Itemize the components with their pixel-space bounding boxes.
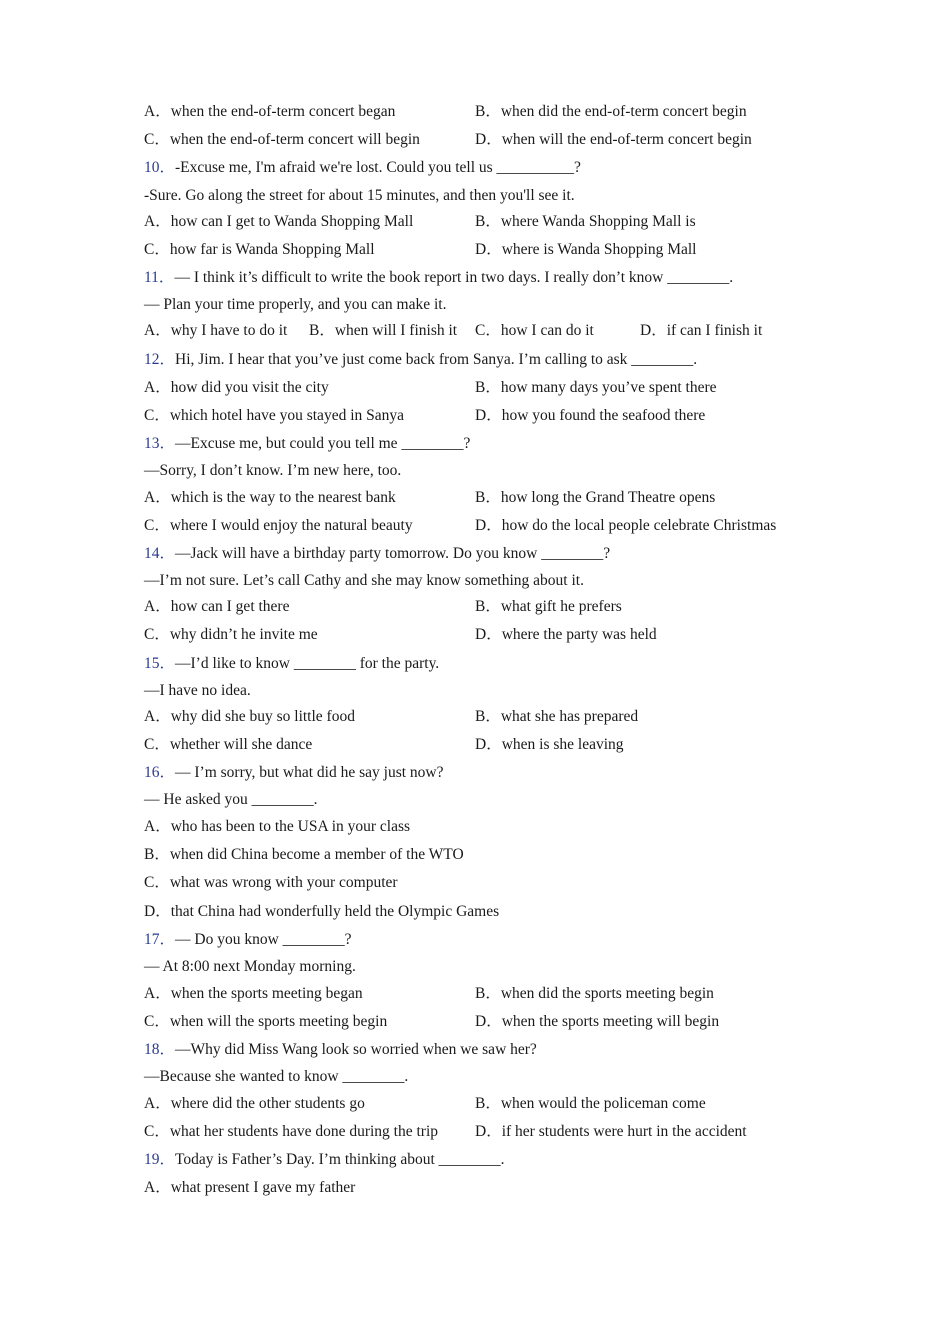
q12-options-row-1 xyxy=(144,378,717,398)
q15-stem-line xyxy=(144,654,439,674)
q19-option-a: A．what present I gave my father xyxy=(144,1179,356,1196)
q16-option-a: A．who has been to the USA in your class xyxy=(144,818,411,835)
q19-stem: Today is Father’s Day. I’m thinking about ________. xyxy=(175,1151,505,1168)
q17-number: 17． xyxy=(144,931,176,948)
q12-option-b: B．how many days you’ve spent there xyxy=(475,379,717,396)
q11-stem: — I think it’s difficult to write the book report in two days. I really don’t know ________. xyxy=(174,269,734,286)
q10-stem-line xyxy=(144,158,581,178)
q17-option-a: A．when the sports meeting began xyxy=(144,985,363,1002)
q18-stem: —Why did Miss Wang look so worried when we saw her? xyxy=(175,1041,537,1058)
q17-stem-line xyxy=(144,930,352,950)
q18-option-b: B．when would the policeman come xyxy=(475,1095,706,1112)
q13-option-d: D．how do the local people celebrate Christmas xyxy=(475,517,777,534)
q9-option-b: B．when did the end-of-term concert begin xyxy=(475,103,747,120)
q14-stem-line xyxy=(144,544,610,564)
q15-options-row-1 xyxy=(144,707,639,727)
q11-options-row xyxy=(144,321,763,341)
q10-number: 10． xyxy=(144,159,176,176)
q16-number: 16． xyxy=(144,764,176,781)
q18-option-c: C．what her students have done during the trip xyxy=(144,1123,439,1140)
q17-option-c: C．when will the sports meeting begin xyxy=(144,1013,388,1030)
q13-option-c: C．where I would enjoy the natural beauty xyxy=(144,517,413,534)
q14-options-row-2 xyxy=(144,625,657,645)
q13-stem-line xyxy=(144,434,470,454)
q11-option-b: B．when will I finish it xyxy=(309,322,458,339)
q15-option-a: A．why did she buy so little food xyxy=(144,708,355,725)
q12-option-d: D．how you found the seafood there xyxy=(475,407,706,424)
q12-stem: Hi, Jim. I hear that you’ve just come back from Sanya. I’m calling to ask ________. xyxy=(175,351,698,368)
q13-option-a: A．which is the way to the nearest bank xyxy=(144,489,396,506)
q18-number: 18． xyxy=(144,1041,176,1058)
q10-option-b: B．where Wanda Shopping Mall is xyxy=(475,213,696,230)
q13-stem: —Excuse me, but could you tell me ________? xyxy=(175,435,471,452)
q16-option-d: D．that China had wonderfully held the Olympic Games xyxy=(144,903,500,920)
q9-option-a: A．when the end-of-term concert began xyxy=(144,103,396,120)
q11-option-d: D．if can I finish it xyxy=(640,322,763,339)
q12-number: 12． xyxy=(144,351,176,368)
q10-option-a: A．how can I get to Wanda Shopping Mall xyxy=(144,213,414,230)
q16-stem: — I’m sorry, but what did he say just now? xyxy=(175,764,444,781)
q17-reply: — At 8:00 next Monday morning. xyxy=(144,958,356,975)
q16-option-c: C．what was wrong with your computer xyxy=(144,874,398,891)
q18-option-a: A．where did the other students go xyxy=(144,1095,365,1112)
q9-options-row-2 xyxy=(144,130,752,150)
q18-option-d: D．if her students were hurt in the accident xyxy=(475,1123,747,1140)
q10-stem: -Excuse me, I'm afraid we're lost. Could you tell us __________? xyxy=(175,159,581,176)
q10-option-d: D．where is Wanda Shopping Mall xyxy=(475,241,697,258)
q19-stem-line xyxy=(144,1150,505,1170)
q15-option-d: D．when is she leaving xyxy=(475,736,624,753)
q15-reply: —I have no idea. xyxy=(144,682,251,699)
q15-options-row-2 xyxy=(144,735,624,755)
q15-option-c: C．whether will she dance xyxy=(144,736,313,753)
q14-reply: —I’m not sure. Let’s call Cathy and she may know something about it. xyxy=(144,572,584,589)
q13-options-row-2 xyxy=(144,516,777,536)
q18-stem-line xyxy=(144,1040,537,1060)
q10-options-row-2 xyxy=(144,240,697,260)
q13-option-b: B．how long the Grand Theatre opens xyxy=(475,489,716,506)
q18-options-row-1 xyxy=(144,1094,706,1114)
q10-reply: -Sure. Go along the street for about 15 minutes, and then you'll see it. xyxy=(144,187,575,204)
q15-option-b: B．what she has prepared xyxy=(475,708,639,725)
q17-options-row-2 xyxy=(144,1012,720,1032)
q12-stem-line xyxy=(144,350,697,370)
q13-reply: —Sorry, I don’t know. I’m new here, too. xyxy=(144,462,402,479)
q14-option-a: A．how can I get there xyxy=(144,598,290,615)
q11-reply: — Plan your time properly, and you can make it. xyxy=(144,296,447,313)
q15-stem: —I’d like to know ________ for the party. xyxy=(175,655,440,672)
q14-options-row-1 xyxy=(144,597,622,617)
q9-option-d: D．when will the end-of-term concert begin xyxy=(475,131,752,148)
q13-number: 13． xyxy=(144,435,176,452)
q10-options-row-1 xyxy=(144,212,696,232)
q11-stem-line xyxy=(144,268,733,288)
q17-options-row-1 xyxy=(144,984,714,1004)
q14-option-c: C．why didn’t he invite me xyxy=(144,626,318,643)
q14-number: 14． xyxy=(144,545,176,562)
q11-number: 11． xyxy=(144,269,175,286)
q12-option-a: A．how did you visit the city xyxy=(144,379,329,396)
q17-option-b: B．when did the sports meeting begin xyxy=(475,985,714,1002)
q16-stem-line xyxy=(144,763,444,783)
q18-reply: —Because she wanted to know ________. xyxy=(144,1068,409,1085)
q9-options-row-1 xyxy=(144,102,747,122)
q12-option-c: C．which hotel have you stayed in Sanya xyxy=(144,407,405,424)
q10-option-c: C．how far is Wanda Shopping Mall xyxy=(144,241,375,258)
q14-stem: —Jack will have a birthday party tomorrow. Do you know ________? xyxy=(175,545,611,562)
q9-option-c: C．when the end-of-term concert will begin xyxy=(144,131,420,148)
q13-options-row-1 xyxy=(144,488,716,508)
q17-option-d: D．when the sports meeting will begin xyxy=(475,1013,720,1030)
q12-options-row-2 xyxy=(144,406,706,426)
q18-options-row-2 xyxy=(144,1122,747,1142)
q16-option-b: B．when did China become a member of the WTO xyxy=(144,846,464,863)
q17-stem: — Do you know ________? xyxy=(175,931,352,948)
q19-number: 19． xyxy=(144,1151,176,1168)
q16-reply: — He asked you ________. xyxy=(144,791,318,808)
q11-option-a: A．why I have to do it xyxy=(144,322,288,339)
q11-option-c: C．how I can do it xyxy=(475,322,594,339)
q14-option-d: D．where the party was held xyxy=(475,626,657,643)
q14-option-b: B．what gift he prefers xyxy=(475,598,622,615)
q15-number: 15． xyxy=(144,655,176,672)
